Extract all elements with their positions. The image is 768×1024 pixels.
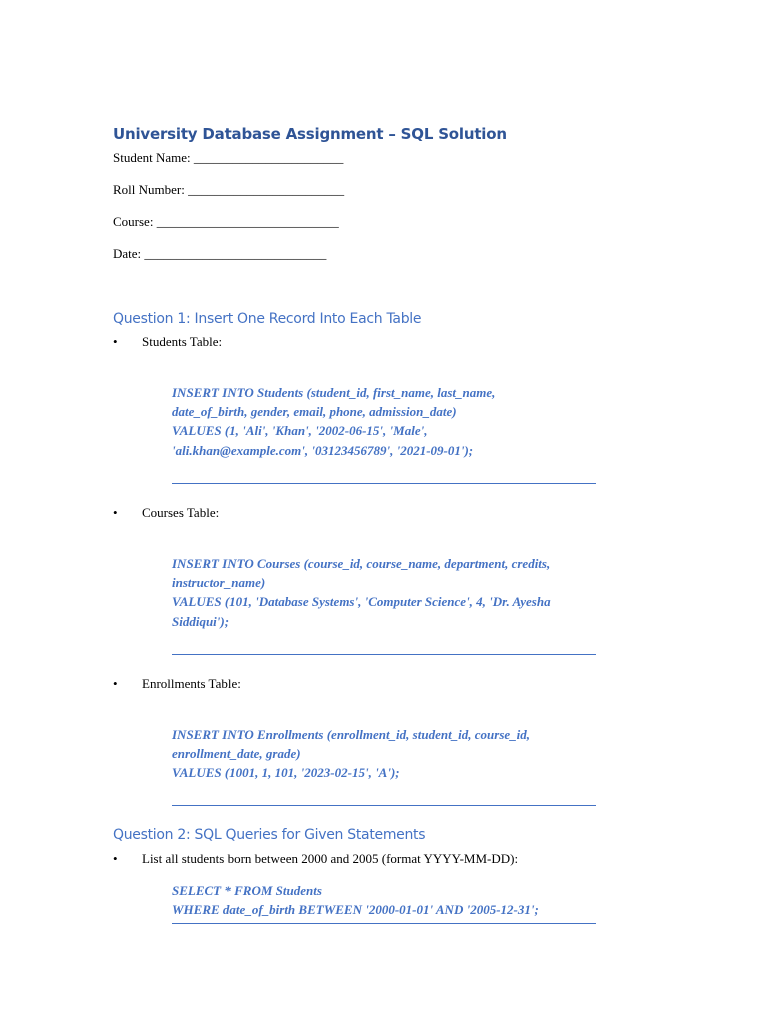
code-line: INSERT INTO Students (student_id, first_name, last_name,	[172, 385, 496, 400]
code-line: INSERT INTO Courses (course_id, course_name, department, credits,	[172, 556, 551, 571]
bullet-icon: •	[113, 851, 118, 866]
bullet-icon: •	[113, 676, 118, 691]
list-item-enrollments-table	[113, 676, 241, 692]
code-line: INSERT INTO Enrollments (enrollment_id, student_id, course_id,	[172, 727, 531, 742]
question-2-heading: Question 2: SQL Queries for Given Statements	[113, 827, 426, 843]
bullet-icon: •	[113, 505, 118, 520]
code-line: SELECT * FROM Students	[172, 883, 322, 898]
list-item-label: Courses Table:	[142, 505, 220, 520]
bullet-icon: •	[113, 334, 118, 349]
list-item-label: Enrollments Table:	[142, 676, 241, 691]
code-block-divider	[172, 483, 596, 484]
question-1-heading: Question 1: Insert One Record Into Each Table	[113, 311, 422, 327]
code-line: enrollment_date, grade)	[172, 746, 301, 762]
code-line: VALUES (101, 'Database Systems', 'Computer Science', 4, 'Dr. Ayesha	[172, 594, 551, 610]
code-line: Siddiqui');	[172, 613, 230, 629]
list-item-label: List all students born between 2000 and 2005 (format YYYY-MM-DD):	[142, 851, 519, 866]
code-block-divider	[172, 654, 596, 655]
code-line: WHERE date_of_birth BETWEEN '2000-01-01' AND '2005-12-31';	[172, 902, 539, 918]
sql-code-block-students	[172, 383, 596, 460]
roll-number-field: Roll Number: ________________________	[113, 182, 345, 197]
date-field: Date: ____________________________	[113, 246, 327, 261]
document-title: University Database Assignment – SQL Solution	[113, 125, 507, 143]
code-block-divider	[172, 805, 596, 806]
code-line: VALUES (1001, 1, 101, '2023-02-15', 'A');	[172, 765, 400, 781]
code-line: 'ali.khan@example.com', '03123456789', '2021-09-01');	[172, 442, 474, 458]
sql-code-block-courses	[172, 554, 596, 631]
code-line: instructor_name)	[172, 575, 266, 591]
code-block-divider	[172, 923, 596, 924]
sql-code-block-enrollments	[172, 725, 596, 783]
course-field: Course: ____________________________	[113, 214, 339, 229]
list-item-label: Students Table:	[142, 334, 223, 349]
list-item-courses-table	[113, 505, 219, 521]
list-item-query-born-between	[113, 851, 518, 867]
code-line: date_of_birth, gender, email, phone, admission_date)	[172, 404, 457, 420]
student-name-field: Student Name: _______________________	[113, 150, 344, 165]
list-item-students-table	[113, 334, 222, 350]
sql-code-block-select-students	[172, 881, 596, 919]
code-line: VALUES (1, 'Ali', 'Khan', '2002-06-15', 'Male',	[172, 423, 428, 439]
